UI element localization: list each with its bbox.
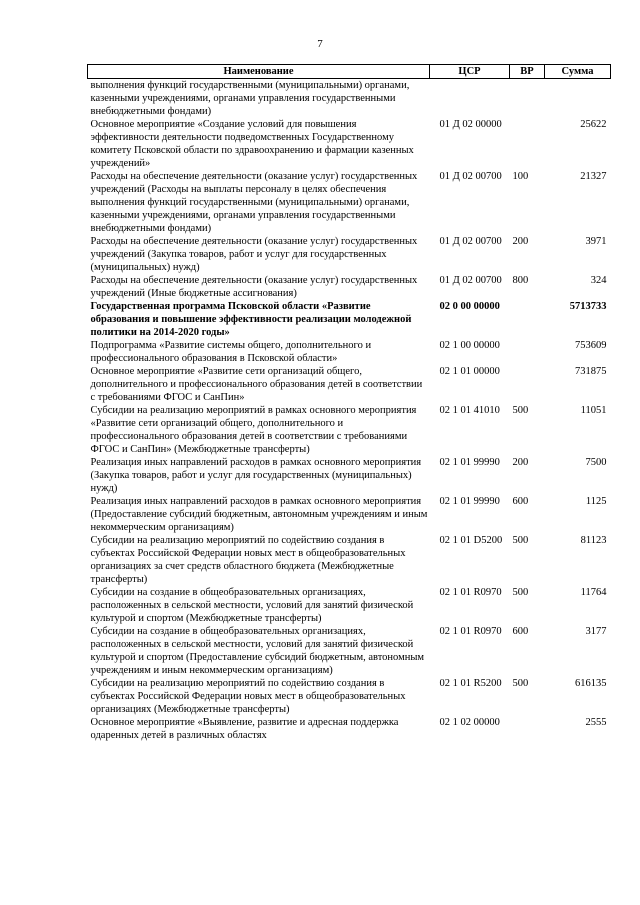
row-sum: 11764 [580,587,607,598]
row-sum: 2555 [585,717,607,728]
row-vr: 500 [512,405,529,416]
row-csr: 02 1 01 99990 [439,457,500,468]
row-sum: 324 [590,275,607,286]
header-sum: Сумма [545,65,611,79]
table-row [88,274,611,300]
table-row [88,586,611,625]
page-number: 7 [317,38,323,50]
row-csr: 02 1 01 R0970 [439,587,502,598]
row-name: Субсидии на реализацию мероприятий в рамках основного мероприятия «Развитие сети организаций общего, дополнительного и профессионального образования детей в соответствии с требованиями ФГОС и СанПин» (Межбюджетные трансферты) [90,405,417,455]
header-vr: ВР [510,65,545,79]
row-vr: 100 [512,171,529,182]
row-sum: 731875 [575,366,607,377]
row-vr [510,365,545,404]
header-name: Наименование [88,65,430,79]
table-row [88,365,611,404]
row-csr: 02 1 01 99990 [439,496,500,507]
row-vr [510,118,545,170]
table-row [88,118,611,170]
budget-table [87,64,611,742]
row-vr: 200 [512,457,529,468]
row-csr: 01 Д 02 00700 [439,171,502,182]
row-name: Государственная программа Псковской области «Развитие образования и повышение эффективности реализации молодежной политики на 2014-2020 годы» [90,301,412,338]
table-row [88,456,611,495]
table-row [88,404,611,456]
row-sum: 81123 [580,535,607,546]
row-csr: 02 1 01 00000 [439,366,500,377]
row-name: Реализация иных направлений расходов в рамках основного мероприятия (Закупка товаров, работ и услуг для государственных (муниципальных) нужд) [90,457,422,494]
row-vr [510,716,545,742]
row-csr: 01 Д 02 00000 [439,119,502,130]
row-name: Основное мероприятие «Выявление, развитие и адресная поддержка одаренных детей в различных областях [90,717,399,741]
table-header-row [88,65,611,79]
row-sum: 753609 [575,340,607,351]
row-sum: 25622 [580,119,607,130]
row-sum: 616135 [575,678,607,689]
row-sum: 5713733 [569,301,607,312]
row-csr: 02 1 02 00000 [439,717,500,728]
table-body [88,79,611,743]
table-row [88,300,611,339]
row-name: Основное мероприятие «Развитие сети организаций общего, дополнительного и профессионального образования детей в соответствии с требованиями ФГОС и СанПин» [90,366,423,403]
row-vr: 600 [512,496,529,507]
row-name: Расходы на обеспечение деятельности (оказание услуг) государственных учреждений (Расходы на выплаты персоналу в целях обеспечения выполнения функций государственными (муниципальными) органами, казенными учреждениями, органами управления государственными внебюджетными фондами) [90,171,418,234]
row-csr: 02 1 01 41010 [439,405,500,416]
row-csr: 02 0 00 00000 [439,301,500,312]
row-vr: 500 [512,535,529,546]
row-name: Расходы на обеспечение деятельности (оказание услуг) государственных учреждений (Закупка товаров, работ и услуг для государственных (муниципальных) нужд) [90,236,418,273]
row-name: выполнения функций государственными (муниципальными) органами, казенными учреждениями, органами управления государственными внебюджетными фондами) [90,80,410,117]
row-sum: 3971 [585,236,607,247]
row-name: Субсидии на реализацию мероприятий по содействию создания в субъектах Российской Федерации новых мест в общеобразовательных организациях (Межбюджетные трансферты) [90,678,406,715]
row-vr: 500 [512,587,529,598]
row-name: Субсидии на создание в общеобразовательных организациях, расположенных в сельской местности, условий для занятий физической культурой и спортом (Предоставление субсидий бюджетным, автономным учреждениям и иным некоммерческим организациям) [90,626,425,676]
table-row [88,534,611,586]
row-name: Реализация иных направлений расходов в рамках основного мероприятия (Предоставление субсидий бюджетным, автономным учреждениям и иным некоммерческим организациям) [90,496,428,533]
row-sum: 7500 [585,457,607,468]
row-sum: 1125 [585,496,607,507]
table-row [88,716,611,742]
row-csr: 02 1 01 R5200 [439,678,502,689]
row-name: Основное мероприятие «Создание условий для повышения эффективности деятельности подведомственных Государственному комитету Псковской области по здравоохранению и фармации казенных учреждений» [90,119,414,169]
row-csr: 01 Д 02 00700 [439,275,502,286]
row-vr: 800 [512,275,529,286]
row-name: Субсидии на реализацию мероприятий по содействию создания в субъектах Российской Федерации новых мест в общеобразовательных организациях за счет средств областного бюджета (Межбюджетные трансферты) [90,535,406,585]
row-name: Расходы на обеспечение деятельности (оказание услуг) государственных учреждений (Иные бюджетные ассигнования) [90,275,418,299]
row-csr: 01 Д 02 00700 [439,236,502,247]
row-name: Подпрограмма «Развитие системы общего, дополнительного и профессионального образования в Псковской области» [90,340,372,364]
row-vr [510,79,545,119]
row-csr [430,79,510,119]
table-row [88,170,611,235]
row-vr [510,300,545,339]
row-sum: 21327 [580,171,607,182]
row-name: Субсидии на создание в общеобразовательных организациях, расположенных в сельской местности, условий для занятий физической культурой и спортом (Межбюджетные трансферты) [90,587,414,624]
row-sum: 3177 [585,626,607,637]
row-csr: 02 1 00 00000 [439,340,500,351]
row-sum: 11051 [580,405,607,416]
header-csr: ЦСР [430,65,510,79]
row-csr: 02 1 01 D5200 [439,535,503,546]
row-vr: 200 [512,236,529,247]
table-row [88,677,611,716]
table-row [88,495,611,534]
row-vr [510,339,545,365]
row-vr: 500 [512,678,529,689]
table-row [88,79,611,119]
table-row [88,339,611,365]
row-csr: 02 1 01 R0970 [439,626,502,637]
row-vr: 600 [512,626,529,637]
table-row [88,625,611,677]
row-sum [545,79,611,119]
table-row [88,235,611,274]
